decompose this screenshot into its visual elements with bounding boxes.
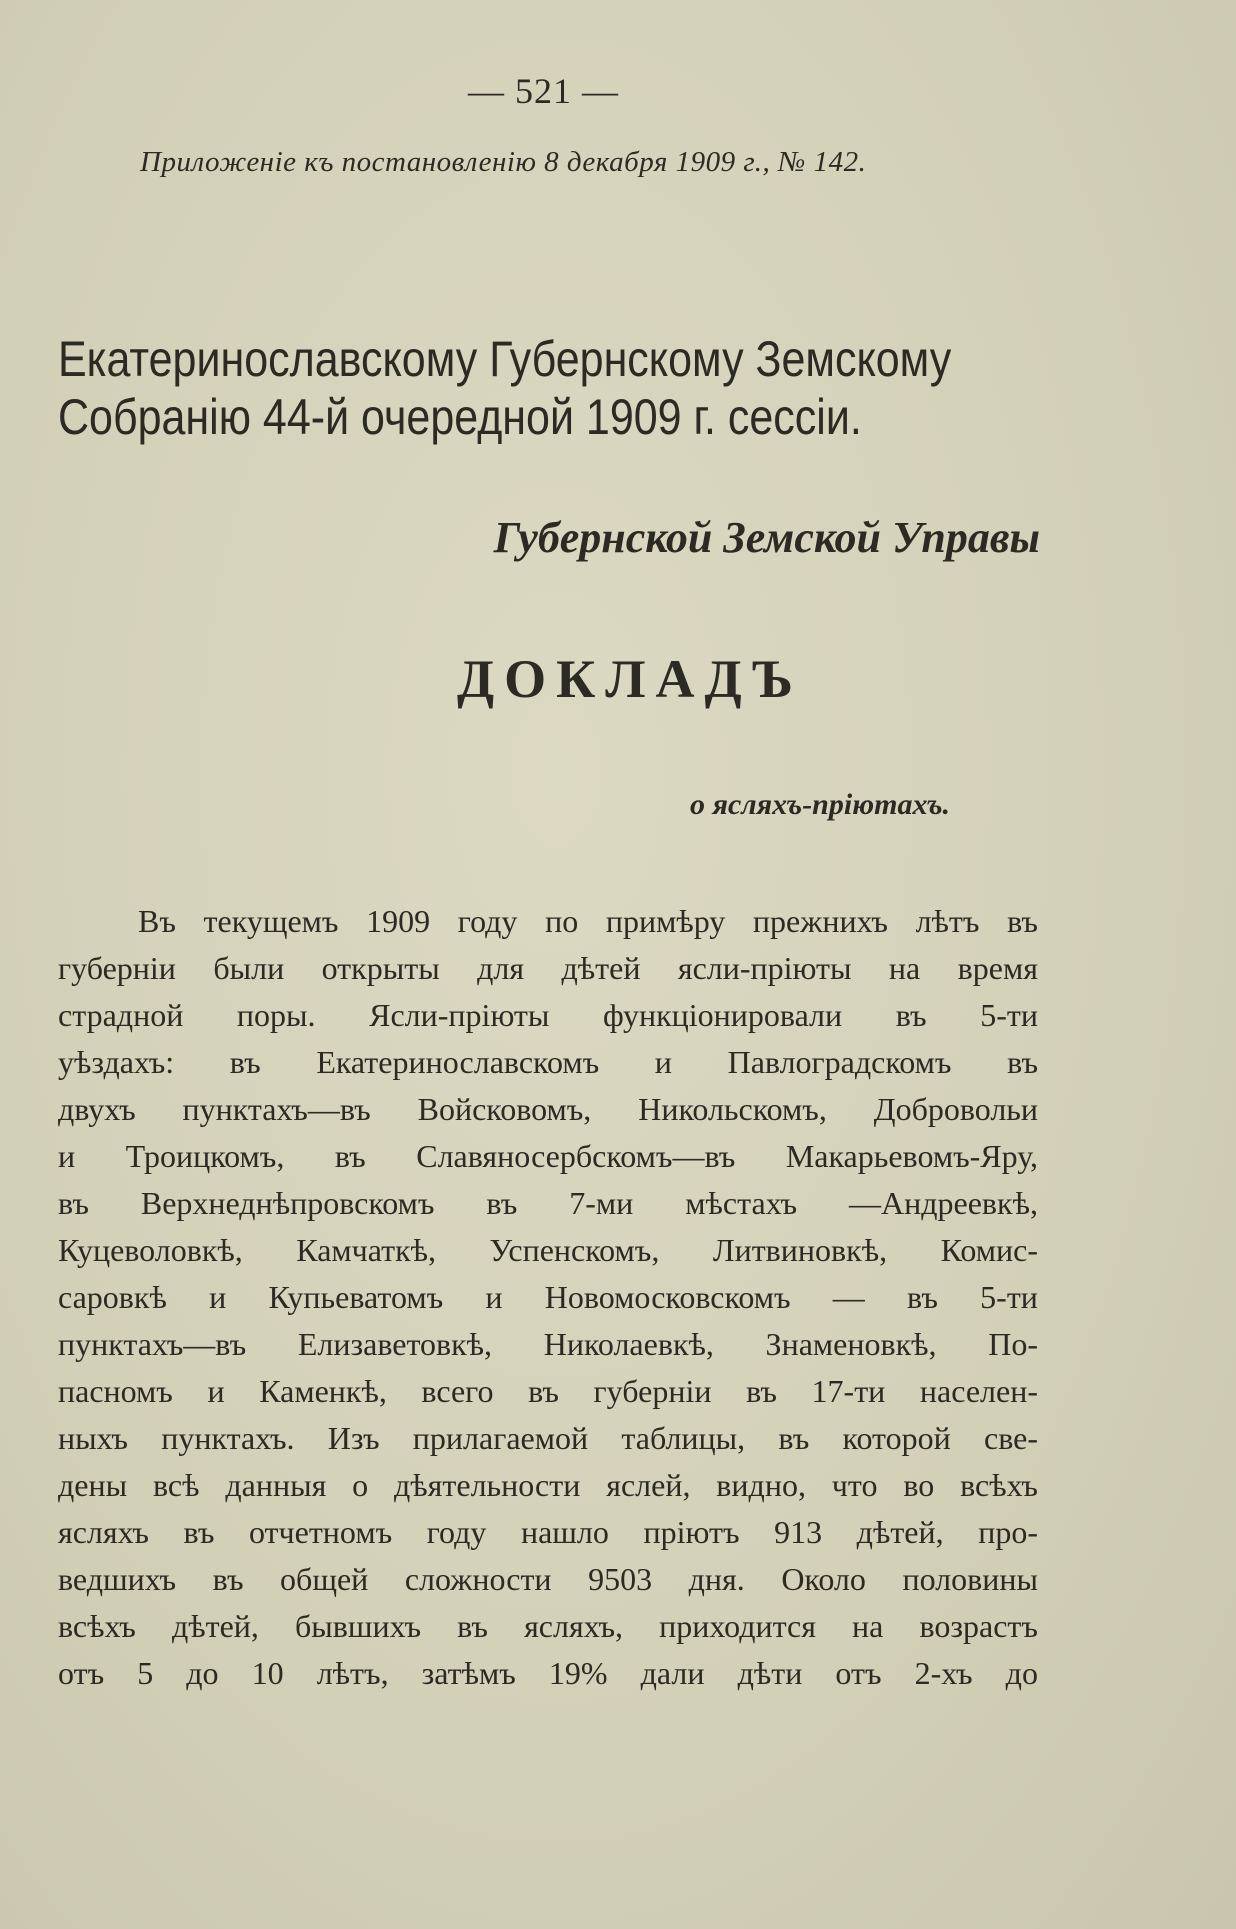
body-word: пунктахъ—въ [58, 1326, 247, 1362]
body-word: Екатеринославскомъ [316, 1044, 600, 1080]
body-word: Павлоградскомъ [727, 1044, 952, 1080]
body-word: Славяносербскомъ—въ [416, 1138, 736, 1174]
body-word: 913 [774, 1514, 823, 1550]
body-word: Изъ [327, 1420, 380, 1456]
body-word: функцiонировали [603, 997, 843, 1033]
body-word: пасномъ [58, 1373, 173, 1409]
body-word: страдной [58, 997, 184, 1033]
body-word: 5-ти [980, 997, 1038, 1033]
body-word: по [545, 903, 579, 939]
body-word: примѣру [605, 903, 726, 939]
body-word: лѣтъ [915, 903, 980, 939]
body-word: въ [528, 1373, 559, 1409]
body-word: По- [988, 1326, 1038, 1362]
body-word: Елизаветовкѣ, [297, 1326, 493, 1362]
body-word: затѣмъ [421, 1655, 516, 1691]
body-word: прежнихъ [752, 903, 888, 939]
body-line [58, 1603, 1038, 1650]
body-word: и [58, 1138, 76, 1174]
body-word: нашло [520, 1514, 609, 1550]
body-word: таблицы, [621, 1420, 746, 1456]
body-word: которой [842, 1420, 951, 1456]
body-word: 2-хъ [914, 1655, 973, 1691]
body-word: Купьеватомъ [268, 1279, 444, 1315]
body-word: Около [781, 1561, 866, 1597]
body-word: въ [486, 1185, 518, 1221]
body-line [58, 1180, 1038, 1227]
body-word: въ [212, 1561, 244, 1597]
body-line [58, 1133, 1038, 1180]
body-line [58, 1086, 1038, 1133]
body-line [58, 1368, 1038, 1415]
body-word: 5-ти [980, 1279, 1038, 1315]
body-word: всего [421, 1373, 494, 1409]
body-text [58, 898, 1038, 1697]
body-word: всѣ [152, 1467, 200, 1503]
body-word: Ясли-прiюты [369, 997, 550, 1033]
body-word: яслей, [606, 1467, 691, 1503]
body-word: ведшихъ [58, 1561, 177, 1597]
body-word: о [352, 1467, 369, 1503]
body-line [58, 1274, 1038, 1321]
body-word: прiютъ [643, 1514, 740, 1550]
body-word: видно, [716, 1467, 806, 1503]
body-word: пунктахъ. [161, 1420, 295, 1456]
body-word: и [209, 1279, 227, 1315]
body-line [58, 992, 1038, 1039]
body-word: — [832, 1279, 865, 1315]
body-word: 1909 [366, 903, 431, 939]
body-word: ясляхъ [58, 1514, 149, 1550]
body-line [58, 1462, 1038, 1509]
body-word: въ [334, 1138, 366, 1174]
body-word: дня. [688, 1561, 745, 1597]
body-word: поры. [236, 997, 316, 1033]
body-line [58, 1039, 1038, 1086]
body-word: про- [978, 1514, 1038, 1550]
body-word: въ [778, 1420, 810, 1456]
body-word: въ [907, 1279, 938, 1315]
body-line [58, 1415, 1038, 1462]
title-line: Собранiю 44-й очередной 1909 г. сессiи. [58, 389, 862, 445]
body-word: въ [183, 1514, 215, 1550]
body-word: дали [640, 1655, 705, 1691]
body-word: све- [984, 1420, 1038, 1456]
body-word: Литвиновкѣ, [712, 1232, 888, 1268]
title-line: Екатеринославскому Губернскому Земскому [58, 331, 952, 387]
body-word: Николаевкѣ, [543, 1326, 714, 1362]
body-word: въ [58, 1185, 89, 1221]
body-word: —Андреевкѣ, [849, 1185, 1038, 1221]
body-line [58, 1509, 1038, 1556]
body-word: прилагаемой [412, 1420, 589, 1456]
body-word: году [457, 903, 518, 939]
body-word: 10 [251, 1655, 284, 1691]
body-word: общей [280, 1561, 369, 1597]
body-word: всѣхъ [58, 1608, 136, 1644]
body-word: въ [895, 997, 927, 1033]
body-word: дѣтей, [171, 1608, 259, 1644]
body-word: пунктахъ—въ [182, 1091, 371, 1127]
body-word: для [477, 950, 525, 986]
body-word: до [1005, 1655, 1038, 1691]
body-word: половины [902, 1561, 1038, 1597]
body-word: Новомосковскомъ [544, 1279, 791, 1315]
body-word: Знаменовкѣ, [765, 1326, 937, 1362]
body-word: что [831, 1467, 878, 1503]
body-word: время [957, 950, 1038, 986]
body-word: дѣтей, [856, 1514, 944, 1550]
body-word: всѣхъ [960, 1467, 1038, 1503]
body-line [58, 1321, 1038, 1368]
body-word: 19% [548, 1655, 608, 1691]
body-word: населен- [919, 1373, 1038, 1409]
body-line [58, 898, 1038, 945]
body-word: мѣстахъ [685, 1185, 798, 1221]
body-word: были [213, 950, 285, 986]
body-word: Камчаткѣ, [296, 1232, 437, 1268]
body-word: году [426, 1514, 487, 1550]
body-word: и [207, 1373, 225, 1409]
body-word: въ [746, 1373, 777, 1409]
body-word: ясляхъ, [524, 1608, 624, 1644]
body-word: отъ [58, 1655, 105, 1691]
body-word: текущемъ [203, 903, 339, 939]
body-word: Добровольи [873, 1091, 1038, 1127]
body-word: Верхнеднѣпровскомъ [140, 1185, 435, 1221]
body-word: Комис- [940, 1232, 1038, 1268]
body-word: отъ [835, 1655, 882, 1691]
document-subject: о ясляхъ-прiютахъ. [690, 788, 950, 821]
body-word: ныхъ [58, 1420, 128, 1456]
body-word: Успенскомъ, [489, 1232, 660, 1268]
body-word: лѣтъ, [316, 1655, 389, 1691]
body-word: данныя [225, 1467, 327, 1503]
body-word: въ [1007, 903, 1038, 939]
body-word: дены [58, 1467, 128, 1503]
body-word: уѣздахъ: [58, 1044, 175, 1080]
body-word: въ [457, 1608, 488, 1644]
body-word: губернiи [58, 950, 176, 986]
body-word: Куцеволовкѣ, [58, 1232, 243, 1268]
body-word: въ [229, 1044, 261, 1080]
body-word: во [903, 1467, 935, 1503]
body-word: 7-ми [569, 1185, 634, 1221]
body-word: двухъ [58, 1091, 136, 1127]
body-word: дѣти [737, 1655, 803, 1691]
page-number: — 521 — [468, 71, 619, 111]
body-word: бывшихъ [295, 1608, 421, 1644]
body-line [58, 1650, 1038, 1697]
body-word: возрастъ [919, 1608, 1038, 1644]
body-word: отчетномъ [248, 1514, 393, 1550]
body-word: губернiи [593, 1373, 712, 1409]
body-word: дѣтей [561, 950, 641, 986]
body-word: и [654, 1044, 672, 1080]
body-word: Макарьевомъ-Яру, [785, 1138, 1038, 1174]
body-word: дѣятельности [394, 1467, 581, 1503]
document-title [58, 330, 952, 446]
body-word: и [485, 1279, 503, 1315]
body-line [58, 1227, 1038, 1274]
body-word: Троицкомъ, [125, 1138, 285, 1174]
body-word: 5 [137, 1655, 154, 1691]
body-line [58, 1556, 1038, 1603]
body-word: приходится [659, 1608, 816, 1644]
body-word: открыты [321, 950, 440, 986]
body-word: саровкѣ [58, 1279, 167, 1315]
body-word: до [186, 1655, 219, 1691]
body-word: 17-ти [811, 1373, 886, 1409]
body-word: Каменкѣ, [259, 1373, 387, 1409]
document-author: Губернской Земской Управы [493, 513, 1040, 562]
body-word: на [888, 950, 921, 986]
body-line [58, 945, 1038, 992]
body-word: 9503 [588, 1561, 653, 1597]
document-type-heading: ДОКЛАДЪ [456, 649, 803, 709]
body-word: Въ [138, 903, 176, 939]
body-word: ясли-прiюты [677, 950, 852, 986]
body-word: на [852, 1608, 884, 1644]
body-word: Войсковомъ, [417, 1091, 592, 1127]
body-word: въ [1007, 1044, 1038, 1080]
body-word: Никольскомъ, [638, 1091, 827, 1127]
body-word: сложности [404, 1561, 552, 1597]
appendix-note: Приложенiе къ постановленiю 8 декабря 1909 г., № 142. [140, 146, 867, 178]
